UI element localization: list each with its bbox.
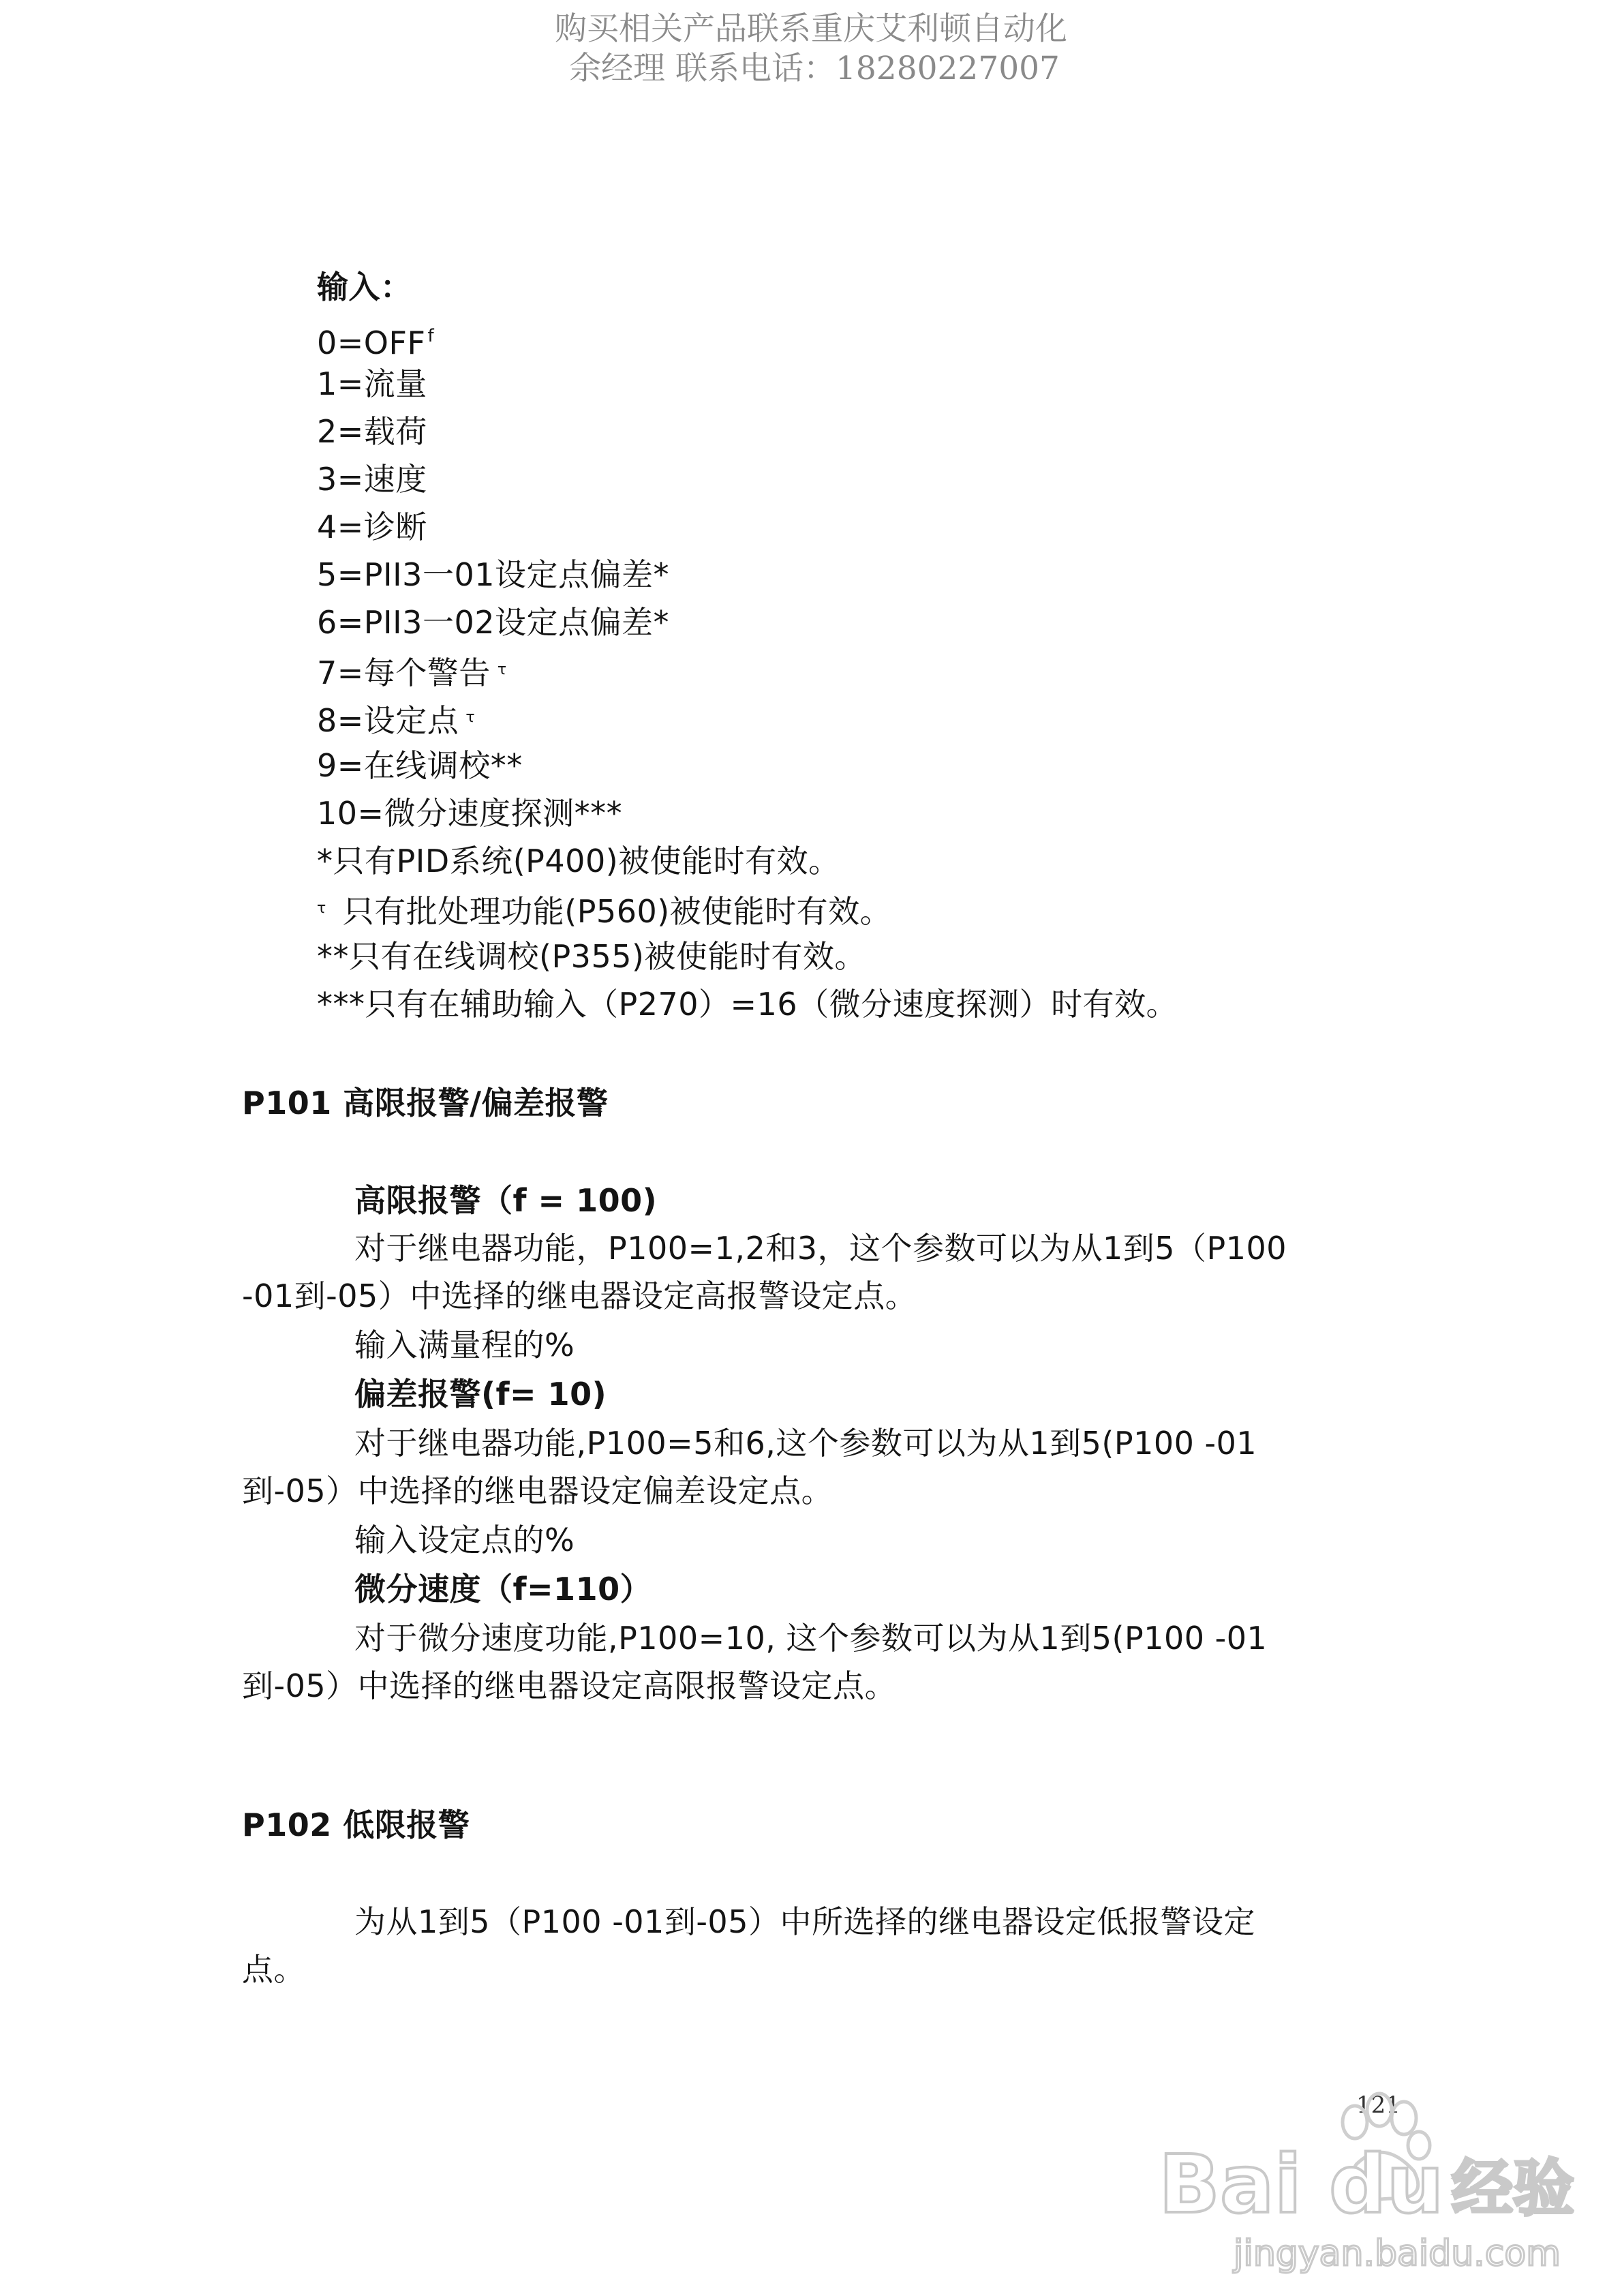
subsection-title-high-alarm: 高限报警（f = 100) <box>354 1182 658 1219</box>
input-item: 4=诊断 <box>317 509 427 545</box>
footnote: *只有PID系统(P400)被使能时有效。 <box>317 843 840 879</box>
input-item: 6=PII3一02设定点偏差* <box>317 604 669 641</box>
input-item: 5=PII3一01设定点偏差* <box>317 556 669 593</box>
inputs-title: 输入： <box>317 269 412 305</box>
unit-note: 输入设定点的% <box>354 1522 575 1558</box>
paragraph-line: -01到-05）中选择的继电器设定高报警设定点。 <box>242 1278 917 1314</box>
input-item: 3=速度 <box>317 461 427 498</box>
input-item: 7=每个警告 $^\tau$ <box>317 654 507 691</box>
watermark-brand-text-2: du <box>1329 2137 1444 2231</box>
page-header <box>0 10 1622 89</box>
paragraph-line: 对于继电器功能，P100=1,2和3，这个参数可以为从1到5（P100 <box>354 1230 1287 1267</box>
input-item: 10=微分速度探测*** <box>317 795 623 832</box>
input-item: 8=设定点 $^\tau$ <box>317 702 476 739</box>
input-item: 1=流量 <box>317 365 427 402</box>
paragraph-line: 到-05）中选择的继电器设定偏差设定点。 <box>242 1472 833 1509</box>
header-line-1: 购买相关产品联系重庆艾利顿自动化 <box>555 10 1067 48</box>
paragraph-line: 到-05）中选择的继电器设定高限报警设定点。 <box>242 1667 897 1704</box>
paw-icon <box>1343 2106 1367 2139</box>
section-title-p101: P101 高限报警/偏差报警 <box>242 1085 609 1121</box>
input-item: 0=OFF $^f$ <box>317 324 435 361</box>
paragraph-line: 为从1到5（P100 -01到-05）中所选择的继电器设定低报警设定 <box>354 1903 1255 1940</box>
paragraph-line: 对于继电器功能,P100=5和6,这个参数可以为从1到5(P100 -01 <box>354 1425 1257 1462</box>
baidu-jingyan-watermark-logo <box>1152 2083 1602 2287</box>
footnote: ***只有在辅助输入（P270）=16（微分速度探测）时有效。 <box>317 986 1178 1023</box>
header-line-2: 余经理 联系电话：18280227007 <box>569 50 1060 87</box>
input-item: 2=载荷 <box>317 413 427 450</box>
subsection-title-deviation-alarm: 偏差报警(f= 10) <box>354 1376 607 1413</box>
unit-note: 输入满量程的% <box>354 1327 575 1363</box>
watermark-brand-text: Bai <box>1159 2137 1302 2231</box>
paragraph-line: 点。 <box>242 1951 305 1988</box>
input-item: 9=在线调校** <box>317 747 523 784</box>
footnote: $^\tau$ 只有批处理功能(P560)被使能时有效。 <box>317 893 892 930</box>
page-number: 121 <box>1356 2091 1401 2119</box>
subsection-title-rate: 微分速度（f=110） <box>354 1571 652 1607</box>
section-title-p102: P102 低限报警 <box>242 1807 470 1843</box>
watermark-label-text: 经验 <box>1452 2153 1574 2224</box>
watermark-url-text: jingyan.baidu.com <box>1234 2233 1561 2274</box>
footnote: **只有在线调校(P355)被使能时有效。 <box>317 938 866 975</box>
paragraph-line: 对于微分速度功能,P100=10, 这个参数可以为从1到5(P100 -01 <box>354 1620 1268 1657</box>
